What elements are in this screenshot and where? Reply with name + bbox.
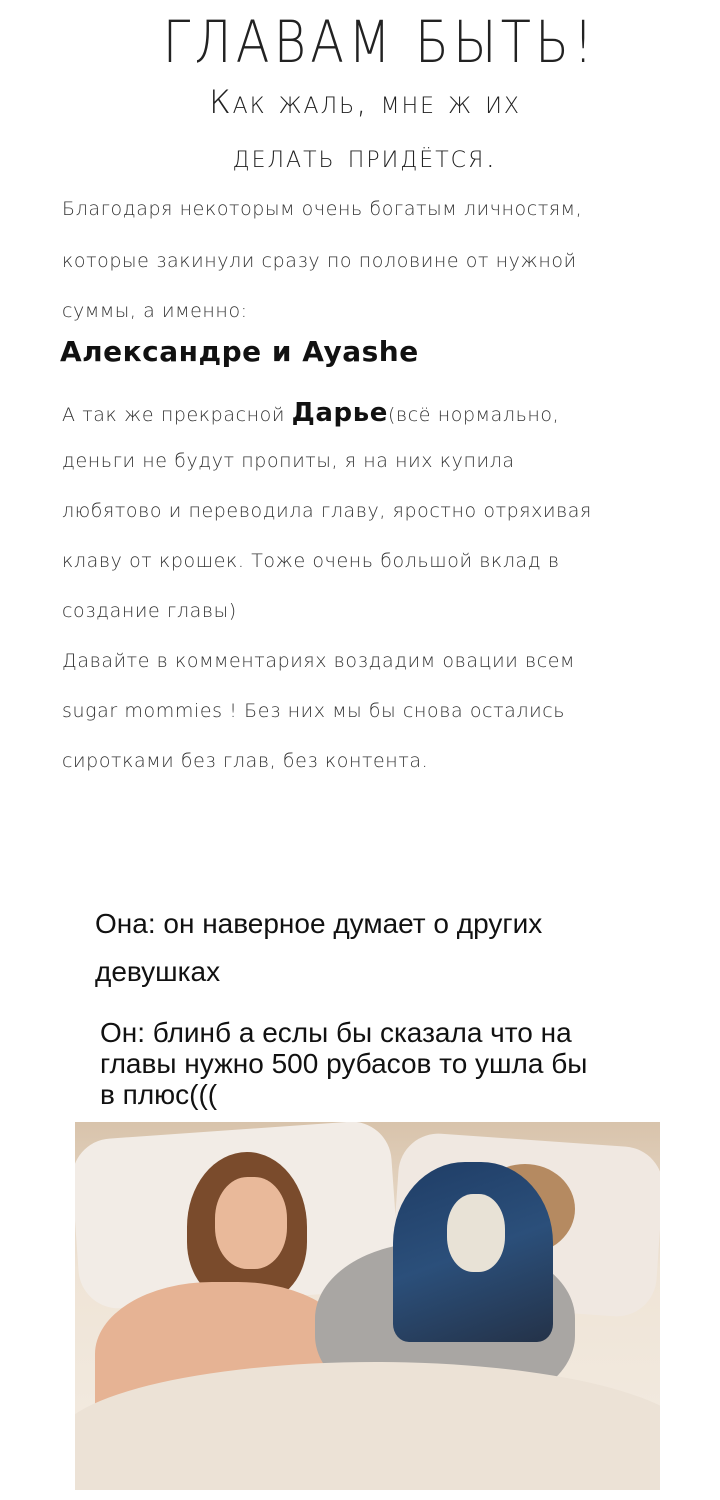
meme-him-line-2: главы нужно 500 рубасов то ушла бы <box>100 1048 588 1079</box>
woman-face <box>215 1177 287 1269</box>
blanket <box>75 1362 660 1490</box>
meme-her-line-1: Она: он наверное думает о других <box>95 908 543 939</box>
meme-him-line-3: в плюс((( <box>100 1079 218 1110</box>
saint-icon-face <box>447 1194 505 1272</box>
meme-photo-couple-in-bed <box>75 1122 660 1490</box>
subtitle-line-2: делать придётся. <box>232 137 498 175</box>
paragraph-3-line-2: sugar mommies ! Без них мы бы снова остались <box>62 700 566 722</box>
paragraph-1-line-2: которые закинули сразу по половине от нужной <box>62 250 577 272</box>
paragraph-2-line-1 <box>62 398 662 428</box>
patron-name-darya: Дарье <box>291 398 389 428</box>
page-title: ГЛАВАМ БЫТЬ! <box>162 8 598 76</box>
paragraph-1-line-3: суммы, а именно: <box>62 300 248 322</box>
paragraph-2-line-5: создание главы) <box>62 600 237 622</box>
paragraph-2-line-2: деньги не будут пропиты, я на них купила <box>62 450 515 472</box>
paragraph-3-line-1: Давайте в комментариях воздадим овации всем <box>62 650 575 672</box>
paragraph-2-prefix: А так же прекрасной <box>62 404 285 426</box>
paragraph-1-line-1: Благодаря некоторым очень богатым личностям, <box>62 198 583 220</box>
paragraph-3-line-3: сиротками без глав, без контента. <box>62 750 429 772</box>
patron-names: Александре и Ayashe <box>60 335 419 368</box>
subtitle-line-1: Как жаль, мне ж их <box>209 83 521 121</box>
meme-image <box>75 895 660 1490</box>
meme-her-line-2: девушках <box>95 956 221 987</box>
meme-him-line-1: Он: блинб а еслы бы сказала что на <box>100 1017 572 1048</box>
paragraph-2-line-4: клаву от крошек. Тоже очень большой вклад в <box>62 550 560 572</box>
paragraph-2-line-3: любятово и переводила главу, яростно отряхивая <box>62 500 592 522</box>
paragraph-2-line-1-rest: (всё нормально, <box>388 404 560 426</box>
